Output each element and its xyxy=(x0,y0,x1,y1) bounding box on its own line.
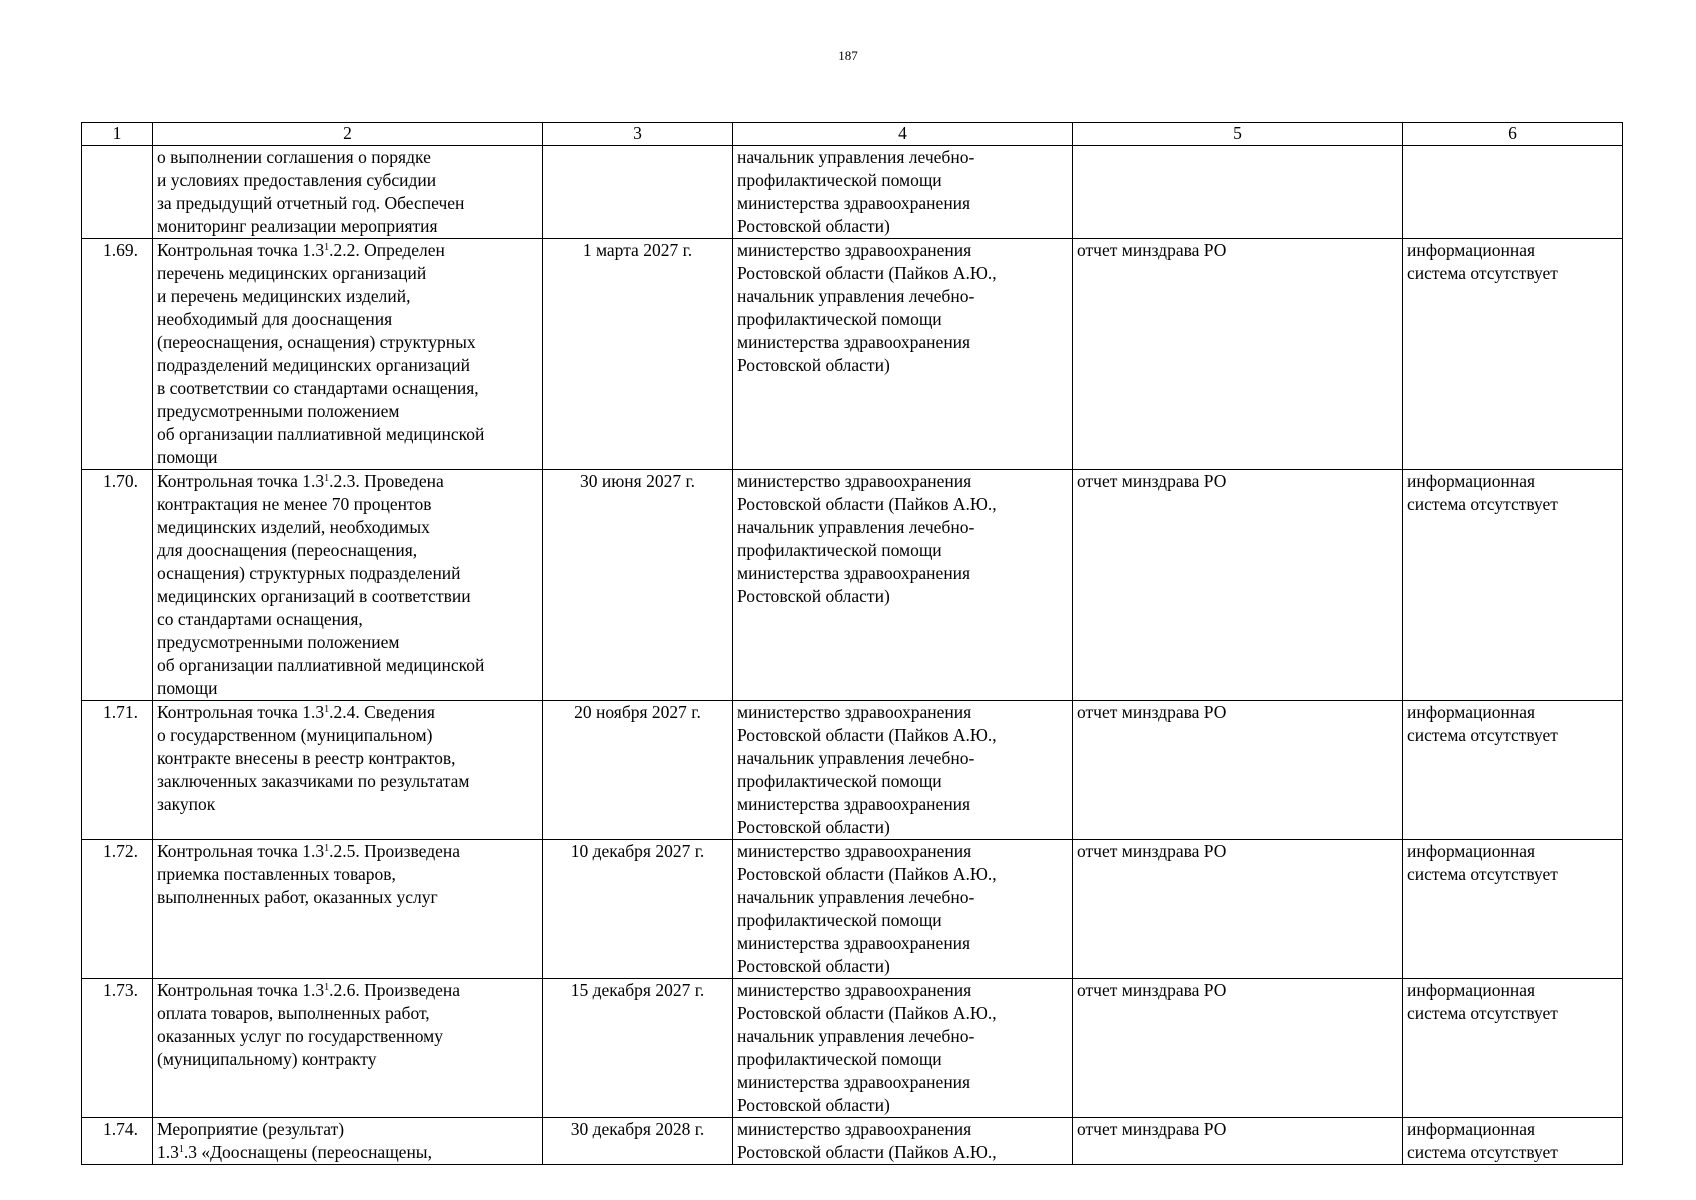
date-cell: 15 декабря 2027 г. xyxy=(543,979,733,1118)
superscript: 1 xyxy=(324,242,330,253)
superscript: 1 xyxy=(324,982,330,993)
document-cell: отчет минздрава РО xyxy=(1073,840,1403,979)
table-row xyxy=(82,470,1623,701)
responsible-cell: министерство здравоохранения Ростовской области (Пайков А.Ю., начальник управления лечебно- профилактической помощи министерства здравоохранения Ростовской области) xyxy=(733,239,1073,470)
responsible-cell: министерство здравоохранения Ростовской области (Пайков А.Ю., начальник управления лечебно- профилактической помощи министерства здравоохранения Ростовской области) xyxy=(733,701,1073,840)
header-cell: 5 xyxy=(1073,123,1403,146)
document-cell: отчет минздрава РО xyxy=(1073,470,1403,701)
table-row xyxy=(82,239,1623,470)
row-number xyxy=(82,146,153,239)
row-number: 1.71. xyxy=(82,701,153,840)
description-cell xyxy=(153,239,543,470)
header-cell: 3 xyxy=(543,123,733,146)
system-cell: информационная система отсутствует xyxy=(1403,1118,1623,1165)
table-row xyxy=(82,701,1623,840)
row-number: 1.72. xyxy=(82,840,153,979)
row-number: 1.70. xyxy=(82,470,153,701)
control-points-table xyxy=(81,122,1623,1165)
description-text: .2.2. Определен перечень медицинских организаций и перечень медицинских изделий, необходимый для дооснащения (переоснащения, оснащения) структурных подразделений медицинских организаций в соответствии со стандартами оснащения, предусмотренными положением об организации паллиативной медицинской помощи xyxy=(157,240,485,467)
description-text: о выполнении соглашения о порядке и условиях предоставления субсидии за предыдущий отчетный год. Обеспечен мониторинг реализации мероприятия xyxy=(157,147,465,236)
description-text: .2.4. Сведения о государственном (муниципальном) контракте внесены в реестр контрактов, заключенных заказчиками по результатам закупок xyxy=(157,702,470,814)
system-cell xyxy=(1403,146,1623,239)
responsible-cell: министерство здравоохранения Ростовской области (Пайков А.Ю., начальник управления лечебно- профилактической помощи министерства здравоохранения Ростовской области) xyxy=(733,470,1073,701)
system-cell: информационная система отсутствует xyxy=(1403,470,1623,701)
system-cell: информационная система отсутствует xyxy=(1403,701,1623,840)
document-cell: отчет минздрава РО xyxy=(1073,1118,1403,1165)
date-cell: 30 июня 2027 г. xyxy=(543,470,733,701)
responsible-cell: начальник управления лечебно- профилактической помощи министерства здравоохранения Ростовской области) xyxy=(733,146,1073,239)
responsible-cell: министерство здравоохранения Ростовской области (Пайков А.Ю., начальник управления лечебно- профилактической помощи министерства здравоохранения Ростовской области) xyxy=(733,979,1073,1118)
description-text: Контрольная точка 1.3 xyxy=(157,841,325,861)
date-cell: 30 декабря 2028 г. xyxy=(543,1118,733,1165)
description-cell xyxy=(153,840,543,979)
document-cell: отчет минздрава РО xyxy=(1073,239,1403,470)
date-cell: 10 декабря 2027 г. xyxy=(543,840,733,979)
row-number: 1.74. xyxy=(82,1118,153,1165)
description-text: .3 «Дооснащены (переоснащены, xyxy=(183,1142,432,1162)
superscript: 1 xyxy=(324,473,330,484)
description-cell xyxy=(153,146,543,239)
description-text: Контрольная точка 1.3 xyxy=(157,471,325,491)
superscript: 1 xyxy=(178,1144,184,1155)
document-cell: отчет минздрава РО xyxy=(1073,979,1403,1118)
header-cell: 1 xyxy=(82,123,153,146)
header-cell: 4 xyxy=(733,123,1073,146)
row-number: 1.69. xyxy=(82,239,153,470)
system-cell: информационная система отсутствует xyxy=(1403,239,1623,470)
date-cell: 1 марта 2027 г. xyxy=(543,239,733,470)
description-text: .2.6. Произведена оплата товаров, выполненных работ, оказанных услуг по государственному (муниципальному) контракту xyxy=(157,980,461,1069)
description-cell xyxy=(153,979,543,1118)
system-cell: информационная система отсутствует xyxy=(1403,840,1623,979)
description-text: Мероприятие (результат) 1.3 xyxy=(157,1119,345,1162)
header-cell: 2 xyxy=(153,123,543,146)
document-cell xyxy=(1073,146,1403,239)
table-row xyxy=(82,840,1623,979)
table-row xyxy=(82,1118,1623,1165)
header-cell: 6 xyxy=(1403,123,1623,146)
superscript: 1 xyxy=(324,704,330,715)
superscript: 1 xyxy=(324,843,330,854)
description-cell xyxy=(153,701,543,840)
description-text: Контрольная точка 1.3 xyxy=(157,980,325,1000)
table-row xyxy=(82,146,1623,239)
document-cell: отчет минздрава РО xyxy=(1073,701,1403,840)
responsible-cell: министерство здравоохранения Ростовской области (Пайков А.Ю., начальник управления лечебно- профилактической помощи министерства здравоохранения Ростовской области) xyxy=(733,840,1073,979)
table-header-row xyxy=(82,123,1623,146)
date-cell xyxy=(543,146,733,239)
system-cell: информационная система отсутствует xyxy=(1403,979,1623,1118)
table-row xyxy=(82,979,1623,1118)
description-cell xyxy=(153,1118,543,1165)
description-text: Контрольная точка 1.3 xyxy=(157,702,325,722)
description-text: .2.5. Произведена приемка поставленных товаров, выполненных работ, оказанных услуг xyxy=(157,841,461,907)
description-text: Контрольная точка 1.3 xyxy=(157,240,325,260)
description-text: .2.3. Проведена контрактация не менее 70 процентов медицинских изделий, необходимых для дооснащения (переоснащения, оснащения) структурных подразделений медицинских организаций в соответствии со стандартами оснащения, предусмотренными положением об организации паллиативной медицинской помощи xyxy=(157,471,485,698)
page-number: 187 xyxy=(838,48,858,63)
date-cell: 20 ноября 2027 г. xyxy=(543,701,733,840)
responsible-cell: министерство здравоохранения Ростовской области (Пайков А.Ю., xyxy=(733,1118,1073,1165)
row-number: 1.73. xyxy=(82,979,153,1118)
description-cell xyxy=(153,470,543,701)
